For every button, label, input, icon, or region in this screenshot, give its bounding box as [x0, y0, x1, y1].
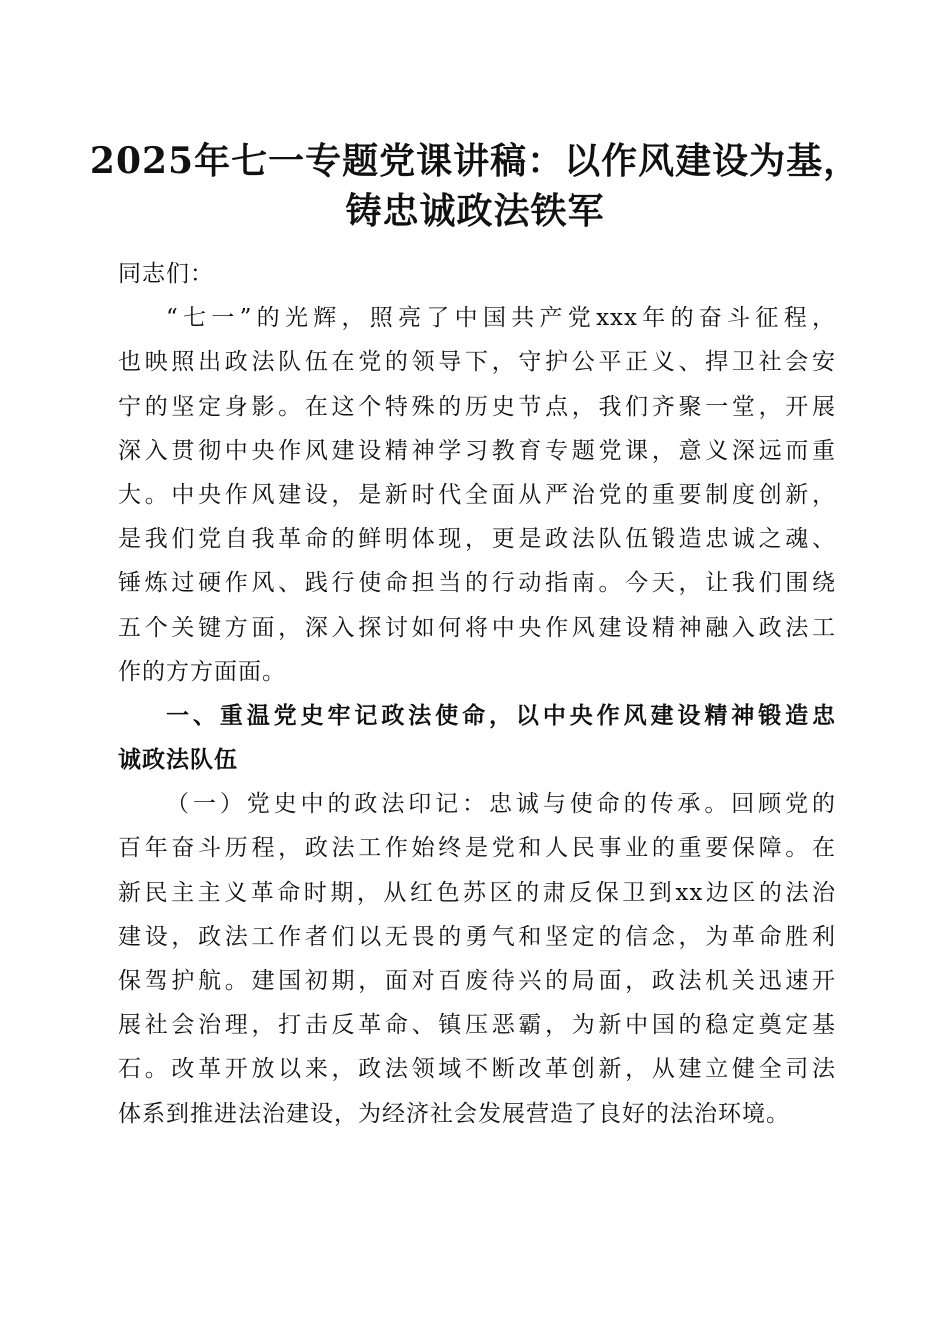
heading-line: 一、重温党史牢记政法使命，以中央作风建设精神锻造忠: [166, 702, 836, 729]
paragraph-line: 百年奋斗历程，政法工作始终是党和人民事业的重要保障。在: [118, 835, 836, 862]
intro-paragraph: [118, 296, 836, 694]
section-heading: [118, 694, 836, 782]
paragraph-line: 也映照出政法队伍在党的领导下，守护公平正义、捍卫社会安: [118, 349, 836, 376]
paragraph-line: 深入贯彻中央作风建设精神学习教育专题党课，意义深远而重: [118, 437, 836, 464]
title-line: 2025年七一专题党课讲稿：以作风建设为基，: [89, 140, 861, 182]
paragraph-line: 宁的坚定身影。在这个特殊的历史节点，我们齐聚一堂，开展: [118, 393, 836, 420]
paragraph-line: 大。中央作风建设，是新时代全面从严治党的重要制度创新，: [118, 481, 836, 508]
paragraph-line: 是我们党自我革命的鲜明体现，更是政法队伍锻造忠诚之魂、: [118, 526, 836, 553]
paragraph-line: 建设，政法工作者们以无畏的勇气和坚定的信念，为革命胜利: [118, 923, 836, 950]
paragraph-line: （一）党史中的政法印记：忠诚与使命的传承。回顾党的: [166, 791, 836, 818]
paragraph-line: 作的方方面面。: [118, 658, 286, 685]
paragraph-line: 新民主主义革命时期，从红色苏区的肃反保卫到xx边区的法治: [118, 879, 836, 906]
paragraph-line: 体系到推进法治建设，为经济社会发展营造了良好的法治环境。: [118, 1100, 790, 1127]
title-line: 铸忠诚政法铁军: [345, 190, 605, 232]
document-body: [118, 252, 836, 1136]
paragraph-line: 五个关键方面，深入探讨如何将中央作风建设精神融入政法工: [118, 614, 836, 641]
document-title: [80, 136, 870, 236]
subsection-paragraph: [118, 782, 836, 1136]
paragraph-line: 展社会治理，打击反革命、镇压恶霸，为新中国的稳定奠定基: [118, 1012, 836, 1039]
paragraph-line: 保驾护航。建国初期，面对百废待兴的局面，政法机关迅速开: [118, 968, 836, 994]
salutation: 同志们：: [118, 261, 214, 287]
paragraph-line: 锤炼过硬作风、践行使命担当的行动指南。今天，让我们围绕: [118, 570, 836, 597]
paragraph-line: 石。改革开放以来，政法领域不断改革创新，从建立健全司法: [118, 1056, 836, 1083]
paragraph-line: “七一”的光辉，照亮了中国共产党xxx年的奋斗征程，: [166, 305, 836, 332]
heading-line: 诚政法队伍: [118, 747, 238, 774]
